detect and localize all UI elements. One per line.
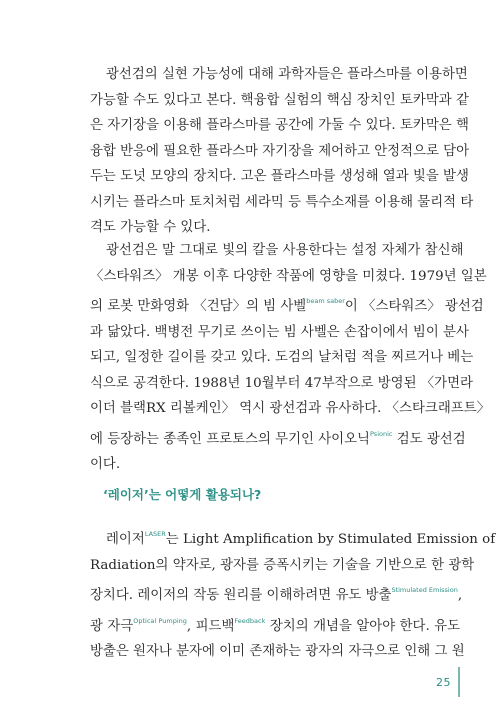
text-line: 되고, 일정한 길이를 갖고 있다. 도검의 날처럼 적을 찌르거나 베는 [90,350,474,365]
text-line [90,522,496,553]
footnote-term-beam-saber: beam saber [306,297,345,305]
page-number: 25 [436,676,451,689]
text-segment: , 피드백 [186,618,235,634]
text-line [90,609,460,640]
footnote-term-psionic: Psionic [370,429,393,438]
text-segment: 이 〈스타워즈〉 광선검 [344,299,484,314]
text-line: 두는 도넛 모양의 장치다. 고온 플라스마를 생성해 열과 빛을 발생 [90,169,469,184]
text-line [90,289,484,320]
text-segment: 장치의 개념을 알아야 한다. 유도 [265,618,461,634]
text-line: 과 닮았다. 백병전 무기로 쓰이는 빔 사벨은 손잡이에서 빔이 분사 [90,324,469,340]
text-line: 광선검은 말 그대로 빛의 칼을 사용한다는 설정 자체가 참신해 [106,243,464,258]
text-segment: 레이저 [106,532,145,547]
footnote-term-stimulated-emission: Stimulated Emission [391,586,458,594]
text-line: Radiation의 약자로, 광자를 증폭시키는 기술을 기반으로 한 광학 [90,557,475,573]
text-line [90,578,463,609]
text-segment: 검도 광선검 [392,431,466,447]
text-segment: 는 Light Amplification by Stimulated Emission of [165,532,496,547]
footnote-term-optical-pumping: Optical Pumping [133,616,187,625]
text-segment: 장치다. 레이저의 작동 원리를 이해하려면 유도 방출 [90,588,392,603]
text-line: 방출은 원자나 분자에 이미 존재하는 광자의 자극으로 인해 그 원 [90,644,465,659]
text-line: 〈스타워즈〉 개봉 이후 다양한 작품에 영향을 미쳤다. 1979년 일본 [90,268,487,284]
text-line: 이다. [90,457,121,472]
text-line: 이더 블랙RX 리볼케인〉 역시 광선검과 유사하다. 〈스타크래프트〉 [90,401,491,416]
text-segment: 광 자극 [90,618,134,634]
page-number-divider [458,667,460,697]
text-line: 가능할 수도 있다고 본다. 핵융합 실험의 핵심 장치인 토카막과 같 [90,92,469,108]
text-line: 은 자기장을 이용해 플라스마를 공간에 가둘 수 있다. 토카막은 핵 [90,118,469,133]
text-segment: 에 등장하는 종족인 프로토스의 무기인 사이오닉 [90,431,370,447]
text-line: 융합 반응에 필요한 플라스마 자기장을 제어하고 안정적으로 담아 [90,143,470,159]
paragraph-lightsaber-feasibility [90,62,474,241]
text-line: 시키는 플라스마 토치처럼 세라믹 등 특수소재를 이용해 물리적 타 [90,194,474,210]
text-segment: 의 로봇 만화영화 〈건담〉의 빔 사벨 [90,299,307,314]
text-segment: , [457,588,463,603]
text-line [90,422,466,453]
text-line: 격도 가능할 수 있다. [90,220,211,235]
paragraph-laser-definition [90,522,496,665]
section-heading: ‘레이저’는 어떻게 활용되나? [103,487,262,502]
footnote-term-feedback: Feedback [234,616,266,625]
text-line: 식으로 공격한다. 1988년 10월부터 47부작으로 방영된 〈가면라 [90,375,473,391]
paragraph-lightsaber-influence [90,238,491,478]
text-line: 광선검의 실현 가능성에 대해 과학자들은 플라스마를 이용하면 [106,67,468,82]
footnote-term-laser: LASER [144,530,166,538]
